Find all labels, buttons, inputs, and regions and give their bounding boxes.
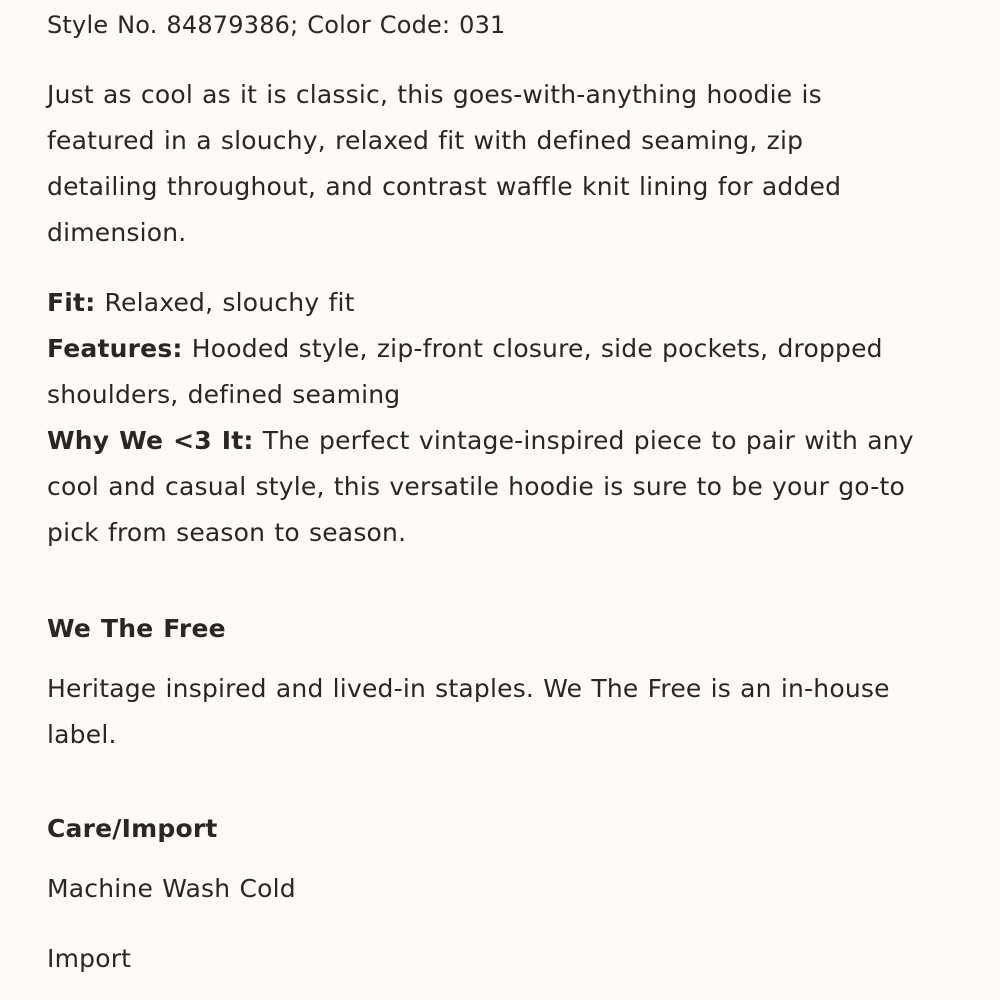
why-row: [47, 418, 914, 464]
fit-label: Fit:: [47, 288, 96, 317]
care-title: Care/Import: [47, 814, 218, 843]
description-line: Just as cool as it is classic, this goes-with-anything hoodie is: [47, 80, 822, 109]
fit-value: Relaxed, slouchy fit: [95, 288, 355, 317]
product-description: [47, 72, 841, 256]
care-instruction: Machine Wash Cold: [47, 874, 296, 903]
features-continued: shoulders, defined seaming: [47, 380, 401, 409]
brand-description: [47, 666, 890, 758]
fit-row: [47, 280, 914, 326]
description-line: dimension.: [47, 218, 187, 247]
why-value: The perfect vintage-inspired piece to pair with any: [253, 426, 914, 455]
features-label: Features:: [47, 334, 183, 363]
brand-title: We The Free: [47, 614, 226, 643]
features-value: Hooded style, zip-front closure, side pockets, dropped: [182, 334, 883, 363]
description-line: featured in a slouchy, relaxed fit with defined seaming, zip: [47, 126, 804, 155]
why-label: Why We <3 It:: [47, 426, 254, 455]
product-attributes: [47, 280, 914, 556]
features-row: [47, 326, 914, 372]
why-continued: pick from season to season.: [47, 518, 407, 547]
brand-description-line: Heritage inspired and lived-in staples. We The Free is an in-house: [47, 674, 890, 703]
import-info: Import: [47, 944, 132, 973]
style-number: Style No. 84879386; Color Code: 031: [47, 11, 506, 39]
brand-description-line: label.: [47, 720, 117, 749]
why-continued: cool and casual style, this versatile hoodie is sure to be your go-to: [47, 472, 905, 501]
description-line: detailing throughout, and contrast waffle knit lining for added: [47, 172, 842, 201]
